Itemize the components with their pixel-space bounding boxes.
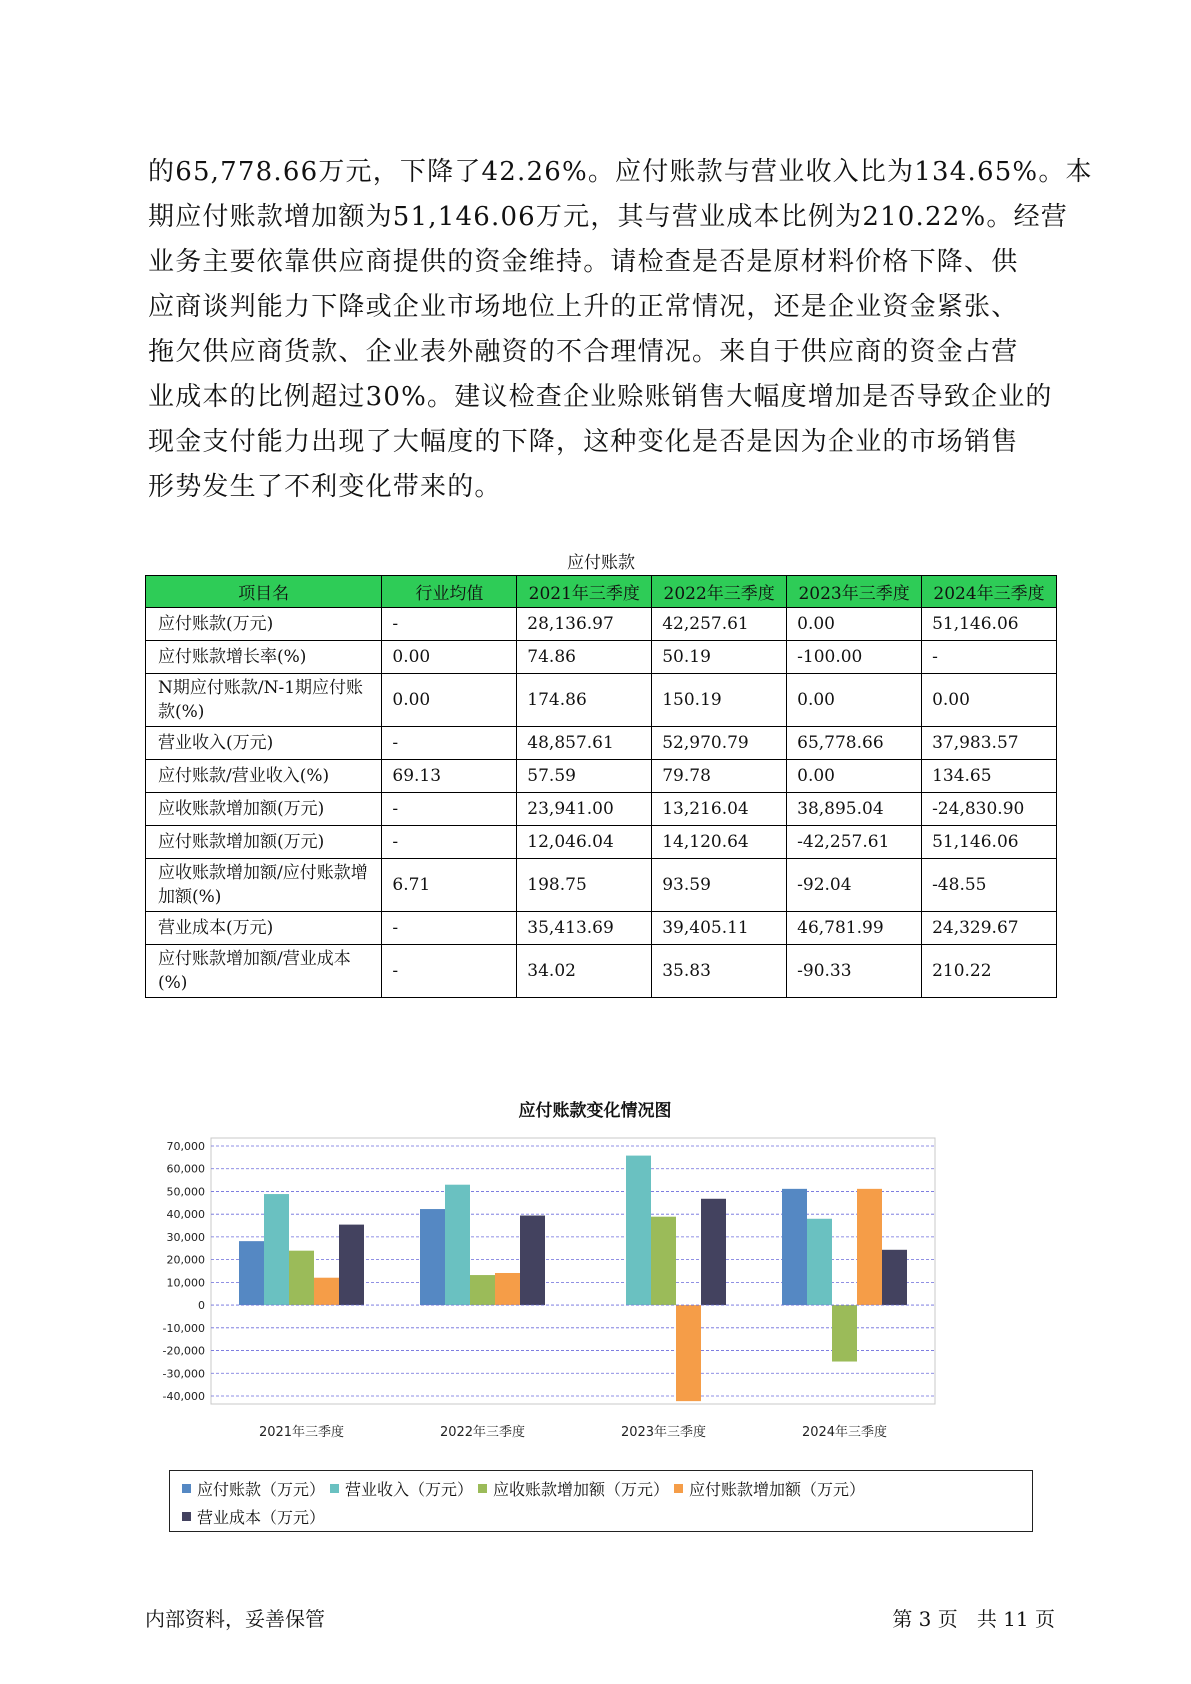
chart-bar [520, 1216, 545, 1306]
table-cell: -42,257.61 [787, 826, 922, 859]
chart-bar [782, 1189, 807, 1305]
table-row-label: N期应付账款/N-1期应付账款(%) [146, 674, 382, 727]
table-row [146, 760, 1057, 793]
table-cell: 174.86 [517, 674, 652, 727]
paragraph-line: 现金支付能力出现了大幅度的下降，这种变化是否是因为企业的市场销售 [148, 427, 1019, 457]
table-cell: 134.65 [922, 760, 1057, 793]
y-tick-label: 50,000 [166, 1185, 205, 1199]
table-cell: 0.00 [922, 674, 1057, 727]
table-cell: 52,970.79 [652, 727, 787, 760]
y-tick-label: 40,000 [166, 1208, 205, 1222]
y-tick-label: 60,000 [166, 1162, 205, 1176]
table-row [146, 674, 1057, 727]
table-row-label: 应收账款增加额/应付账款增加额(%) [146, 859, 382, 912]
table-cell: 24,329.67 [922, 912, 1057, 945]
table-header-cell: 2023年三季度 [787, 576, 922, 608]
chart-bar [264, 1194, 289, 1305]
legend-swatch [674, 1484, 683, 1493]
table-cell: 34.02 [517, 945, 652, 998]
table-cell: 0.00 [382, 674, 517, 727]
table-cell: - [922, 641, 1057, 674]
legend-label: 应付账款增加额（万元） [689, 1480, 866, 1499]
table-cell: 13,216.04 [652, 793, 787, 826]
table-cell: -48.55 [922, 859, 1057, 912]
legend-item [674, 1477, 865, 1500]
table-cell: 51,146.06 [922, 608, 1057, 641]
chart-bar [239, 1241, 264, 1305]
table-row-label: 营业成本(万元) [146, 912, 382, 945]
table-row-label: 应收账款增加额(万元) [146, 793, 382, 826]
chart-bar [701, 1199, 726, 1305]
table-cell: 35.83 [652, 945, 787, 998]
table-cell: 48,857.61 [517, 727, 652, 760]
paragraph-line: 业成本的比例超过30%。建议检查企业赊账销售大幅度增加是否导致企业的 [148, 382, 1053, 412]
footer-confidential: 内部资料，妥善保管 [145, 1607, 325, 1631]
table-cell: 28,136.97 [517, 608, 652, 641]
y-tick-label: -10,000 [162, 1321, 205, 1335]
legend-label: 应收账款增加额（万元） [493, 1480, 670, 1499]
chart-bar [495, 1273, 520, 1305]
chart-bar [857, 1189, 882, 1305]
payables-table [145, 575, 1057, 998]
legend-item [478, 1477, 669, 1500]
table-cell: - [382, 945, 517, 998]
x-tick-label: 2024年三季度 [801, 1425, 888, 1440]
chart-bar [882, 1250, 907, 1305]
table-row [146, 945, 1057, 998]
y-tick-label: 70,000 [166, 1140, 205, 1153]
table-header-row [146, 576, 1057, 608]
table-cell: 14,120.64 [652, 826, 787, 859]
table-row [146, 641, 1057, 674]
y-tick-label: 20,000 [166, 1253, 205, 1267]
table-header-cell: 2022年三季度 [652, 576, 787, 608]
legend-item [182, 1477, 325, 1500]
chart-bar [289, 1251, 314, 1305]
paragraph-line: 的65,778.66万元，下降了42.26%。应付账款与营业收入比为134.65%。本 [148, 157, 1093, 187]
table-cell: 150.19 [652, 674, 787, 727]
paragraph-line: 拖欠供应商货款、企业表外融资的不合理情况。来自于供应商的资金占营 [148, 337, 1019, 367]
table-cell: - [382, 608, 517, 641]
table-cell: 42,257.61 [652, 608, 787, 641]
legend-swatch [182, 1512, 191, 1521]
body-paragraph [148, 150, 1093, 510]
legend-label: 营业收入（万元） [345, 1480, 474, 1499]
paragraph-line: 业务主要依靠供应商提供的资金维持。请检查是否是原材料价格下降、供 [148, 247, 1019, 277]
chart-bar [807, 1219, 832, 1305]
table-row [146, 793, 1057, 826]
table-cell: -24,830.90 [922, 793, 1057, 826]
table-header-cell: 2021年三季度 [517, 576, 652, 608]
chart-bar [626, 1156, 651, 1305]
chart-bar [445, 1185, 470, 1305]
chart-bar [470, 1275, 495, 1305]
table-row-label: 营业收入(万元) [146, 727, 382, 760]
table-cell: 23,941.00 [517, 793, 652, 826]
legend-item [182, 1505, 325, 1528]
x-tick-label: 2021年三季度 [258, 1425, 345, 1440]
table-cell: 6.71 [382, 859, 517, 912]
table-row-label: 应付账款增加额/营业成本(%) [146, 945, 382, 998]
table-row-label: 应付账款增长率(%) [146, 641, 382, 674]
table-caption: 应付账款 [567, 553, 635, 573]
table-cell: 79.78 [652, 760, 787, 793]
chart-bar [651, 1217, 676, 1305]
chart-bar [420, 1209, 445, 1305]
table-cell: - [382, 793, 517, 826]
chart-title: 应付账款变化情况图 [518, 1101, 672, 1121]
chart-plot [145, 1090, 1045, 1460]
table-cell: 0.00 [787, 760, 922, 793]
table-row [146, 727, 1057, 760]
table-cell: - [382, 826, 517, 859]
table-row-label: 应付账款/营业收入(%) [146, 760, 382, 793]
table-cell: 198.75 [517, 859, 652, 912]
footer-page-number: 第 3 页 共 11 页 [892, 1607, 1055, 1631]
table-cell: 69.13 [382, 760, 517, 793]
table-cell: 37,983.57 [922, 727, 1057, 760]
chart-bar [832, 1305, 857, 1361]
table-row [146, 859, 1057, 912]
chart-bar [676, 1305, 701, 1401]
legend-label: 营业成本（万元） [197, 1508, 326, 1527]
table-cell: 65,778.66 [787, 727, 922, 760]
legend-label: 应付账款（万元） [197, 1480, 326, 1499]
table-row [146, 912, 1057, 945]
paragraph-line: 期应付账款增加额为51,146.06万元，其与营业成本比例为210.22%。经营 [148, 202, 1069, 232]
table-cell: 0.00 [382, 641, 517, 674]
x-tick-label: 2023年三季度 [620, 1425, 707, 1440]
table-cell: - [382, 912, 517, 945]
y-tick-label: 30,000 [166, 1230, 205, 1244]
chart-bar [314, 1278, 339, 1305]
table-cell: 39,405.11 [652, 912, 787, 945]
table-cell: 38,895.04 [787, 793, 922, 826]
x-tick-label: 2022年三季度 [439, 1425, 526, 1440]
table-cell: 35,413.69 [517, 912, 652, 945]
table-row-label: 应付账款(万元) [146, 608, 382, 641]
table-cell: 46,781.99 [787, 912, 922, 945]
table-cell: - [382, 727, 517, 760]
table-header-cell: 项目名 [146, 576, 382, 608]
table-cell: 210.22 [922, 945, 1057, 998]
table-cell: -90.33 [787, 945, 922, 998]
paragraph-line: 形势发生了不利变化带来的。 [148, 472, 502, 502]
y-tick-label: 10,000 [166, 1276, 205, 1290]
table-row [146, 826, 1057, 859]
legend-item [330, 1477, 473, 1500]
table-cell: 74.86 [517, 641, 652, 674]
legend-swatch [330, 1484, 339, 1493]
legend-swatch [478, 1484, 487, 1493]
table-cell: 51,146.06 [922, 826, 1057, 859]
table-cell: 57.59 [517, 760, 652, 793]
table-row [146, 608, 1057, 641]
chart-legend [169, 1470, 1033, 1532]
y-tick-label: 0 [198, 1299, 205, 1313]
paragraph-line: 应商谈判能力下降或企业市场地位上升的正常情况，还是企业资金紧张、 [148, 292, 1019, 322]
y-tick-label: -30,000 [162, 1367, 205, 1381]
table-header-cell: 行业均值 [382, 576, 517, 608]
table-cell: 93.59 [652, 859, 787, 912]
table-header-cell: 2024年三季度 [922, 576, 1057, 608]
table-cell: -92.04 [787, 859, 922, 912]
table-cell: 0.00 [787, 674, 922, 727]
chart-bar [339, 1225, 364, 1305]
payables-chart [145, 1090, 1045, 1545]
table-cell: 0.00 [787, 608, 922, 641]
y-tick-label: -40,000 [162, 1390, 205, 1403]
table-cell: -100.00 [787, 641, 922, 674]
y-tick-label: -20,000 [162, 1344, 205, 1358]
table-row-label: 应付账款增加额(万元) [146, 826, 382, 859]
table-cell: 12,046.04 [517, 826, 652, 859]
table-cell: 50.19 [652, 641, 787, 674]
legend-swatch [182, 1484, 191, 1493]
